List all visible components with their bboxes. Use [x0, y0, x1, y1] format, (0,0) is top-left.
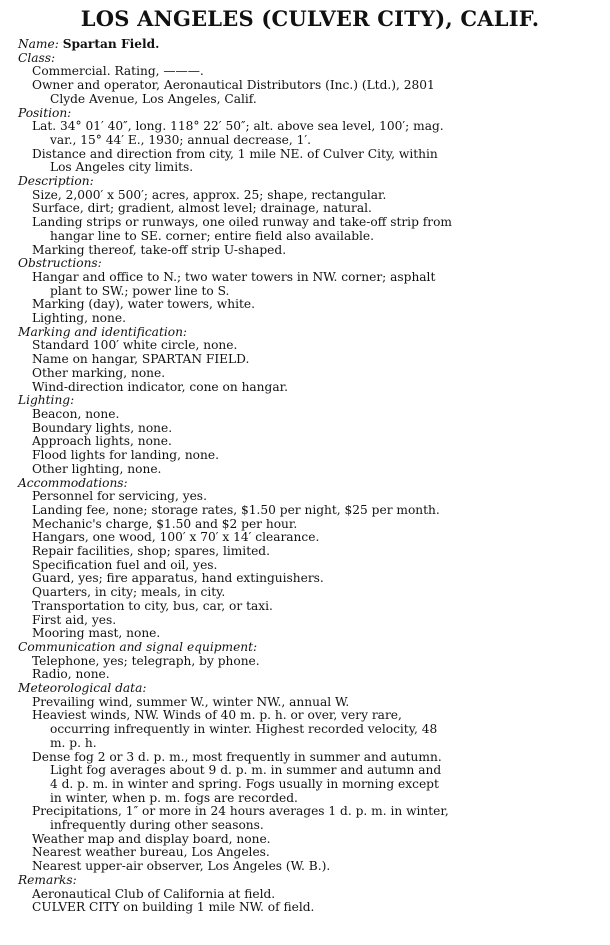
section-obstructions	[18, 257, 602, 326]
name-entry	[18, 38, 602, 52]
entry-line: Lat. 34° 01′ 40″, long. 118° 22′ 50″; alt. above sea level, 100′; mag.	[32, 119, 444, 134]
entry-line: Landing fee, none; storage rates, $1.50 per night, $25 per month.	[32, 502, 440, 517]
entry-line: Approach lights, none.	[32, 434, 172, 449]
entry-line: Specification fuel and oil, yes.	[32, 557, 218, 572]
entry-line: Standard 100′ white circle, none.	[32, 338, 238, 353]
entry-line: Mechanic's charge, $1.50 and $2 per hour.	[32, 516, 298, 531]
entry-line: Mooring mast, none.	[32, 626, 161, 641]
section-accommodations	[18, 477, 602, 641]
section-heading-obstructions: Obstructions:	[18, 256, 102, 271]
entry-line: Weather map and display board, none.	[32, 831, 271, 846]
entry-line: Personnel for servicing, yes.	[32, 489, 207, 504]
entry-line: Transportation to city, bus, car, or taxi.	[32, 598, 273, 613]
entry-line: Surface, dirt; gradient, almost level; drainage, natural.	[32, 201, 372, 216]
entry-line: Heaviest winds, NW. Winds of 40 m. p. h. or over, very rare,	[32, 708, 402, 723]
section-heading-lighting: Lighting:	[18, 393, 75, 408]
section-heading-meteorological: Meteorological data:	[18, 681, 147, 696]
entry-line: Radio, none.	[32, 667, 110, 682]
entry-line: Distance and direction from city, 1 mile NE. of Culver City, within	[32, 146, 438, 161]
entry-line: occurring infrequently in winter. Highest recorded velocity, 48	[50, 722, 438, 737]
entry-line: Name on hangar, SPARTAN FIELD.	[32, 352, 250, 367]
entry-line: Los Angeles city limits.	[50, 160, 194, 175]
entry-line: Telephone, yes; telegraph, by phone.	[32, 653, 260, 668]
section-heading-position: Position:	[18, 105, 72, 120]
section-remarks	[18, 874, 602, 915]
section-class	[18, 52, 602, 107]
entry-line: 4 d. p. m. in winter and spring. Fogs usually in morning except	[50, 776, 439, 791]
entry-line: Commercial. Rating, ———.	[32, 64, 204, 79]
section-communication	[18, 641, 602, 682]
section-heading-remarks: Remarks:	[18, 872, 77, 887]
entry-line: CULVER CITY on building 1 mile NW. of field.	[32, 900, 315, 915]
page-title: LOS ANGELES (CULVER CITY), CALIF.	[80, 6, 540, 31]
entry-line: Nearest weather bureau, Los Angeles.	[32, 845, 270, 860]
entry-line: Nearest upper-air observer, Los Angeles (W. B.).	[32, 859, 331, 874]
entry-line: Quarters, in city; meals, in city.	[32, 585, 226, 600]
entry-line: Flood lights for landing, none.	[32, 448, 219, 463]
section-heading-accommodations: Accommodations:	[18, 475, 128, 490]
entry-line: Owner and operator, Aeronautical Distributors (Inc.) (Ltd.), 2801	[32, 78, 435, 93]
section-marking	[18, 326, 602, 395]
name-label: Name:	[18, 37, 59, 51]
section-heading-communication: Communication and signal equipment:	[18, 639, 258, 654]
section-heading-marking: Marking and identification:	[18, 324, 188, 339]
entry-line: Lighting, none.	[32, 311, 126, 326]
section-position	[18, 107, 602, 176]
section-meteorological	[18, 682, 602, 874]
section-heading-description: Description:	[18, 174, 94, 189]
entry-line: Landing strips or runways, one oiled runway and take-off strip from	[32, 215, 452, 230]
section-description	[18, 175, 602, 257]
entry-line: Precipitations, 1″ or more in 24 hours averages 1 d. p. m. in winter,	[32, 804, 449, 819]
entry-line: Beacon, none.	[32, 406, 120, 421]
entry-line: Prevailing wind, summer W., winter NW., annual W.	[32, 694, 350, 709]
entry-line: Guard, yes; fire apparatus, hand extinguishers.	[32, 571, 324, 586]
section-heading-class: Class:	[18, 50, 56, 65]
entry-line: hangar line to SE. corner; entire field also available.	[50, 228, 375, 243]
name-value: Spartan Field.	[62, 37, 160, 51]
entry-line: Other lighting, none.	[32, 461, 162, 476]
entry-line: First aid, yes.	[32, 612, 117, 627]
entry-line: Marking (day), water towers, white.	[32, 297, 255, 312]
entry-line: Repair facilities, shop; spares, limited.	[32, 544, 270, 559]
entry-line: Size, 2,000′ x 500′; acres, approx. 25; shape, rectangular.	[32, 187, 387, 202]
entry-line: Dense fog 2 or 3 d. p. m., most frequently in summer and autumn.	[32, 749, 442, 764]
entry-line: Wind-direction indicator, cone on hangar.	[32, 379, 288, 394]
entry-line: Aeronautical Club of California at field.	[32, 886, 276, 901]
entry-line: Hangar and office to N.; two water towers in NW. corner; asphalt	[32, 269, 436, 284]
entry-line: m. p. h.	[50, 735, 97, 750]
entry-line: infrequently during other seasons.	[50, 818, 264, 833]
entry-line: Hangars, one wood, 100′ x 70′ x 14′ clearance.	[32, 530, 320, 545]
section-lighting	[18, 394, 602, 476]
entry-line: Boundary lights, none.	[32, 420, 173, 435]
sections-container	[18, 52, 602, 915]
entry-line: in winter, when p. m. fogs are recorded.	[50, 790, 298, 805]
entry-line: Other marking, none.	[32, 365, 166, 380]
entry-line: Light fog averages about 9 d. p. m. in summer and autumn and	[50, 763, 442, 778]
entry-line: plant to SW.; power line to S.	[50, 283, 230, 298]
entry-line: Clyde Avenue, Los Angeles, Calif.	[50, 91, 257, 106]
entry-line: var., 15° 44′ E., 1930; annual decrease, 1′.	[50, 132, 312, 147]
entry-line: Marking thereof, take-off strip U-shaped.	[32, 242, 287, 257]
